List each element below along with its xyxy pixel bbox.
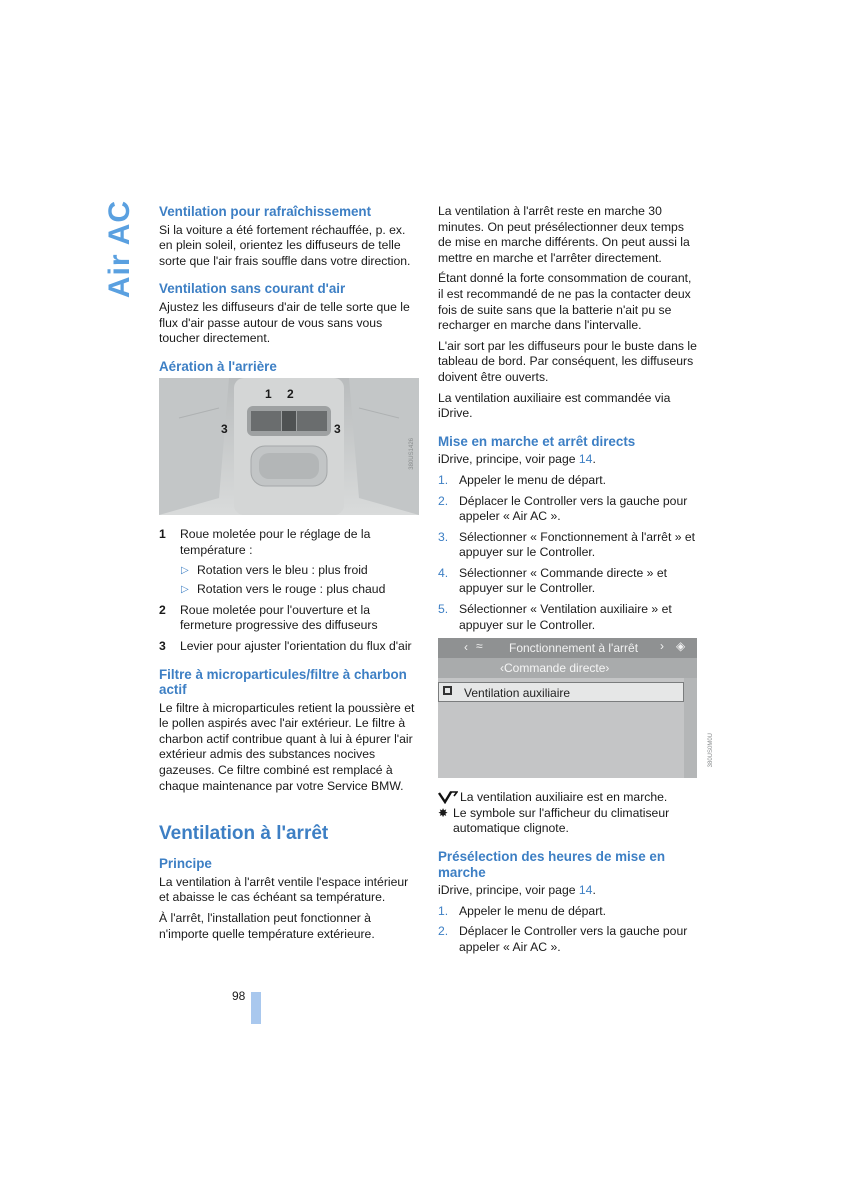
steps-list-direct (438, 473, 700, 633)
screen-scrollbar[interactable] (684, 678, 697, 778)
idrive-screen (438, 638, 714, 778)
page-number: 98 (232, 989, 246, 1003)
figure-code: 380US1426 (409, 438, 415, 471)
checkbox-icon (443, 686, 452, 695)
legend-sub-item: ▷ Rotation vers le rouge : plus chaud (181, 582, 386, 597)
paragraph-duree: La ventilation à l'arrêt reste en marche 30 minutes. On peut présélectionner deux temps de mise en marche différents. On peut aussi la mettre en marche et l'arrêter directement. (438, 204, 690, 265)
idrive-reference-2: iDrive, principe, voir page 14. (438, 883, 596, 898)
chapter-side-tab-label: Air AC (103, 199, 136, 299)
steps-list-preselection (438, 904, 700, 956)
heading-aeration-arriere: Aération à l'arrière (159, 358, 277, 374)
paragraph-idrive: La ventilation auxiliaire est commandée via iDrive. (438, 390, 671, 421)
idrive-reference-1: iDrive, principe, voir page 14. (438, 452, 596, 467)
step-item: 5. Sélectionner « Ventilation auxiliaire » et appuyer sur le Controller. (438, 602, 672, 632)
paragraph-rafraichissement: Si la voiture a été fortement réchauffée, p. ex. en plein soleil, orientez les diffuseurs de telle sorte que l'air frais souffle dans votre direction. (159, 222, 411, 268)
screen-sub-label[interactable]: ‹Commande directe› (500, 661, 610, 676)
ventilation-symbol-icon: ✸ (438, 805, 449, 820)
step-item: 1. Appeler le menu de départ. (438, 903, 607, 918)
paragraph-sans-courant-air: Ajustez les diffuseurs d'air de telle sorte que le flux d'air passe autour de vous sans vous toucher directement. (159, 299, 410, 346)
heading-preselection: Présélection des heures de mise en marche (438, 849, 666, 880)
callout-3-right: 3 (334, 422, 341, 437)
screen-right-arrow-icon: › (660, 639, 664, 654)
heading-mise-en-marche-directs: Mise en marche et arrêt directs (438, 433, 636, 449)
step-item: 3. Sélectionner « Fonctionnement à l'arrêt » et appuyer sur le Controller. (438, 529, 696, 560)
legend-sublist (180, 563, 417, 598)
heading-ventilation-rafraichissement: Ventilation pour rafraîchissement (159, 204, 372, 219)
heading-principe: Principe (159, 856, 212, 872)
step-item: 4. Sélectionner « Commande directe » et appuyer sur le Controller. (438, 565, 667, 596)
page-link-14[interactable]: 14 (578, 452, 593, 467)
legend-item-1: 1 Roue moletée pour le réglage de la température : ▷ Rotation vers le bleu : plus froid ▷ Rotation vers le rouge : plus chaud (159, 527, 417, 597)
rear-vents-photo (159, 378, 419, 515)
legend-item-2: 2 Roue moletée pour l'ouverture et la fermeture progressive des diffuseurs (159, 602, 378, 633)
screen-header-label[interactable]: Fonctionnement à l'arrêt (509, 641, 639, 656)
step-item: 2. Déplacer le Controller vers la gauche pour appeler « Air AC ». (438, 493, 688, 524)
air-ac-icon: ≈ (476, 639, 483, 654)
callout-2: 2 (287, 387, 294, 402)
callout-3-left: 3 (221, 422, 228, 437)
paragraph-consommation: Étant donné la forte consommation de courant, il est recommandé de ne pas la contacter deux fois de suite sans que la batterie n'ait pu se recharger en marche dans l'intervalle. (438, 271, 692, 333)
callout-1: 1 (265, 387, 272, 402)
paragraph-filtre: Le filtre à microparticules retient la poussière et le pollen aspirés avec l'air extérieur. Le filtre à charbon actif contribue quant à lui à épurer l'air extérieur admis des substances nocives gazeuses. Ce filtre combiné est remplacé à chaque maintenance par votre Service BMW. (159, 700, 415, 793)
controller-icon: ◈ (676, 639, 686, 654)
heading-sans-courant-air: Ventilation sans courant d'air (159, 281, 346, 297)
chapter-side-tab (100, 200, 140, 300)
step-item: 2. Déplacer le Controller vers la gauche pour appeler « Air AC ». (438, 924, 688, 954)
triangle-bullet-icon: ▷ (181, 584, 189, 596)
legend-list (159, 527, 417, 654)
screen-left-arrow-icon: ‹ (464, 640, 468, 655)
paragraph-principe-2: À l'arrêt, l'installation peut fonctionner à n'importe quelle température extérieure. (159, 911, 375, 941)
note-running: La ventilation auxiliaire est en marche. (438, 790, 700, 806)
triangle-bullet-icon: ▷ (181, 564, 189, 576)
main-heading-ventilation-arret: Ventilation à l'arrêt (159, 823, 329, 845)
heading-filtre: Filtre à microparticules/filtre à charbon actif (159, 666, 407, 698)
right-column (438, 204, 714, 961)
step-item: 1. Appeler le menu de départ. (438, 472, 607, 487)
legend-sub-item: ▷ Rotation vers le bleu : plus froid (181, 562, 368, 577)
page-link-14[interactable]: 14 (578, 883, 593, 898)
screen-item-label: Ventilation auxiliaire (464, 686, 571, 701)
paragraph-principe-1: La ventilation à l'arrêt ventile l'espace intérieur et abaisse le cas échéant sa température. (159, 874, 409, 905)
page-marker-bar (251, 992, 261, 1024)
left-column (159, 204, 417, 947)
note-symbol: ✸ Le symbole sur l'afficheur du climatiseur automatique clignote. (438, 805, 670, 836)
legend-item-3: 3 Levier pour ajuster l'orientation du flux d'air (159, 638, 412, 653)
paragraph-diffuseurs: L'air sort par les diffuseurs pour le buste dans le tableau de bord. Par conséquent, les diffuseurs doivent être ouverts. (438, 338, 697, 384)
screen-code: 380US0M0U (708, 733, 714, 768)
